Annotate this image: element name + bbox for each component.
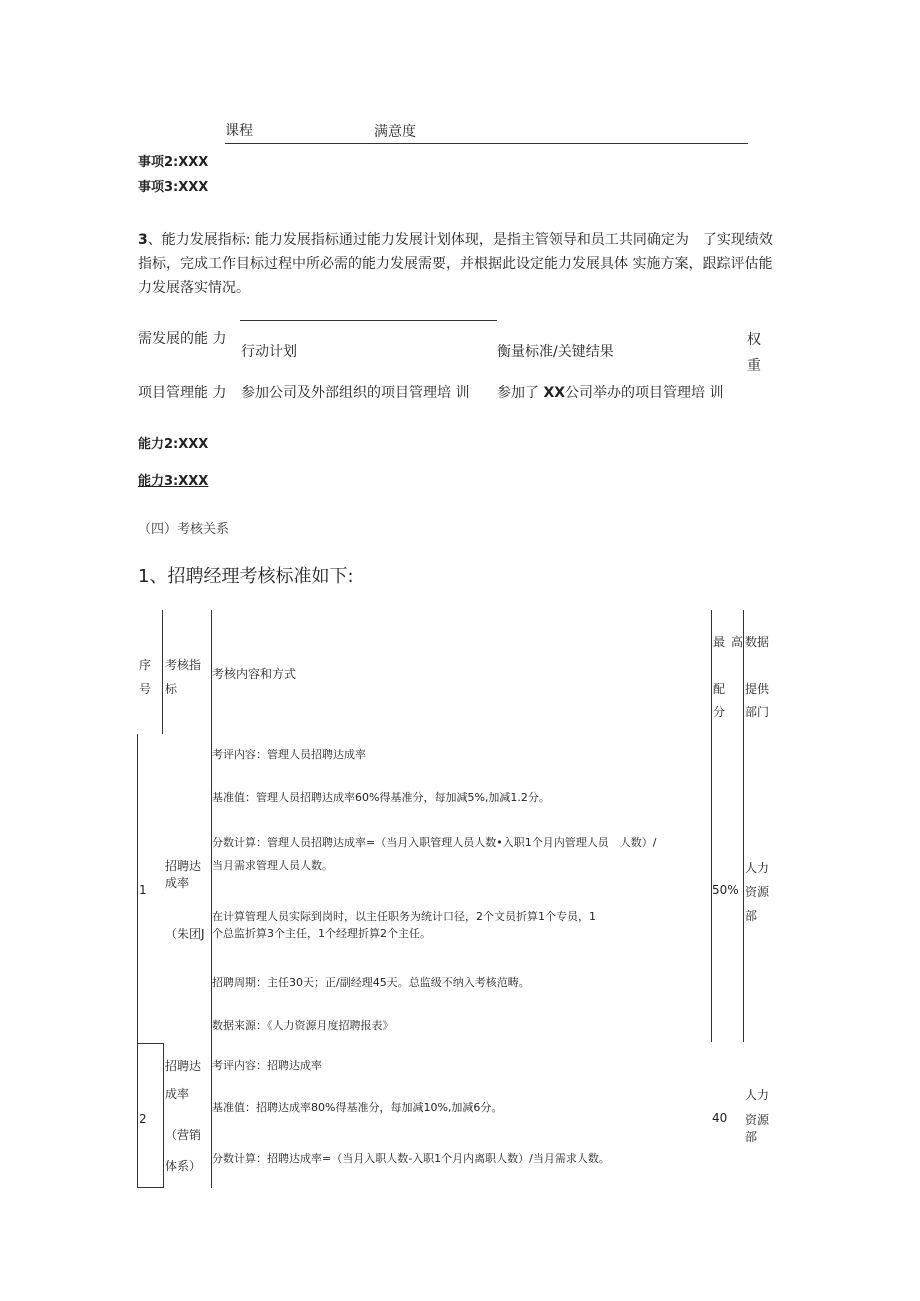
measure-bold: XX — [543, 385, 566, 401]
row1-line-7: 招聘周期：主任30天；正/副经理45天。总监级不纳入考核范畴。 — [212, 976, 530, 989]
measure-header: 衡量标准/关键结果 — [497, 344, 614, 360]
row1-dept-1: 人力 — [745, 861, 770, 875]
dept-header-1: 数据 — [745, 635, 770, 649]
ability-paragraph — [138, 228, 774, 300]
row1-line-4: 当月需求管理人员人数。 — [212, 859, 333, 872]
row2-dept-3: 部 — [745, 1130, 758, 1144]
weight-header-1: 权 — [747, 332, 761, 348]
row2-score: 40 — [712, 1111, 728, 1125]
top-table-rule — [225, 143, 748, 144]
row2-seq: 2 — [139, 1112, 147, 1126]
row2-line-1: 考评内容：招聘达成率 — [212, 1059, 322, 1072]
kpi-header-line-1 — [162, 610, 163, 734]
row1-indicator-2: 成率 — [165, 876, 190, 890]
section-number: 3 — [138, 232, 148, 248]
row1-line-2: 基准值：管理人员招聘达成率60%得基准分，每加减5%,加减1.2分。 — [212, 791, 550, 804]
row1-seq: 1 — [139, 883, 147, 897]
measure-prefix: 参加了 — [497, 385, 544, 401]
plan-header: 行动计划 — [241, 344, 297, 360]
indicator-header-1: 考核指 — [165, 658, 202, 672]
score-header-3: 配 — [713, 682, 726, 696]
row1-dept-3: 部 — [745, 909, 758, 923]
kpi-row2-bottom — [137, 1187, 164, 1188]
seq-header-2: 号 — [139, 682, 152, 696]
course-header: 课程 — [225, 123, 253, 139]
score-header-2: 高 — [731, 635, 744, 649]
section-4-title: （四）考核关系 — [138, 522, 230, 537]
ability-row-name: 项目管理能 力 — [138, 385, 227, 401]
score-header-4: 分 — [713, 705, 726, 719]
ability-table-rule — [240, 320, 497, 321]
row2-indicator-4: 体系） — [165, 1159, 202, 1173]
row2-line-3: 分数计算：招聘达成率=（当月入职人数-入职1个月内离职人数）/当月需求人数。 — [212, 1152, 610, 1165]
row2-indicator-3: （营销 — [165, 1128, 202, 1142]
row1-score: 50% — [712, 883, 739, 897]
row1-line-6: 个总监折算3个主任，1个经理折算2个主任。 — [212, 927, 431, 940]
row1-indicator-3: （朱团J — [165, 927, 205, 941]
measure-suffix: 公司举办的项目管理培 训 — [565, 385, 724, 401]
row1-line-3: 分数计算：管理人员招聘达成率=（当月入职管理人员人数•入职1个月内管理人员 人数）/ — [212, 836, 657, 849]
row1-dept-2: 资源 — [745, 885, 770, 899]
item-2: 事项2:XXX — [138, 155, 209, 170]
indicator-header-2: 标 — [165, 682, 178, 696]
ability-header: 需发展的能 力 — [138, 331, 227, 347]
ability-row-measure — [497, 382, 724, 402]
row1-line-5: 在计算管理人员实际到岗时，以主任职务为统计口径，2个文员折算1个专员，1 — [212, 910, 596, 923]
ability-3: 能力3:XXX — [138, 474, 209, 489]
row2-line-2: 基准值：招聘达成率80%得基准分，每加减10%,加减6分。 — [212, 1101, 503, 1114]
row1-line-1: 考评内容：管理人员招聘达成率 — [212, 748, 366, 761]
dept-header-2: 提供 — [745, 682, 770, 696]
row2-dept-1: 人力 — [745, 1088, 770, 1102]
kpi-row2-line — [163, 1044, 164, 1188]
row2-dept-2: 资源 — [745, 1113, 770, 1127]
row1-line-8: 数据来源：《人力资源月度招聘报表》 — [212, 1019, 394, 1032]
kpi-row2-top — [137, 1043, 164, 1044]
seq-header-1: 序 — [139, 658, 152, 672]
score-header-1: 最 — [713, 635, 726, 649]
ability-2: 能力2:XXX — [138, 437, 209, 452]
row2-indicator-2: 成率 — [165, 1087, 190, 1101]
dept-header-3: 部门 — [745, 705, 770, 719]
kpi-heading: 1、招聘经理考核标准如下: — [138, 566, 354, 587]
ability-row-plan: 参加公司及外部组织的项目管理培 训 — [241, 385, 470, 401]
content-header: 考核内容和方式 — [212, 667, 297, 681]
kpi-col-line-dept — [743, 610, 744, 1042]
weight-header-2: 重 — [747, 358, 761, 374]
kpi-left-border — [137, 734, 138, 1188]
kpi-col-line-score — [711, 610, 712, 1042]
row2-indicator-1: 招聘达 — [165, 1059, 202, 1073]
satisfaction-header: 满意度 — [374, 124, 416, 140]
item-3: 事项3:XXX — [138, 180, 209, 195]
section-text: 、能力发展指标: 能力发展指标通过能力发展计划体现，是指主管领导和员工共同确定为 了实现绩效指标，完成工作目标过程中所必需的能力发展需要，并根据此设定能力发展具体 实施方案，跟踪评估能力发展落实情况。 — [138, 232, 773, 296]
row1-indicator-1: 招聘达 — [165, 859, 202, 873]
